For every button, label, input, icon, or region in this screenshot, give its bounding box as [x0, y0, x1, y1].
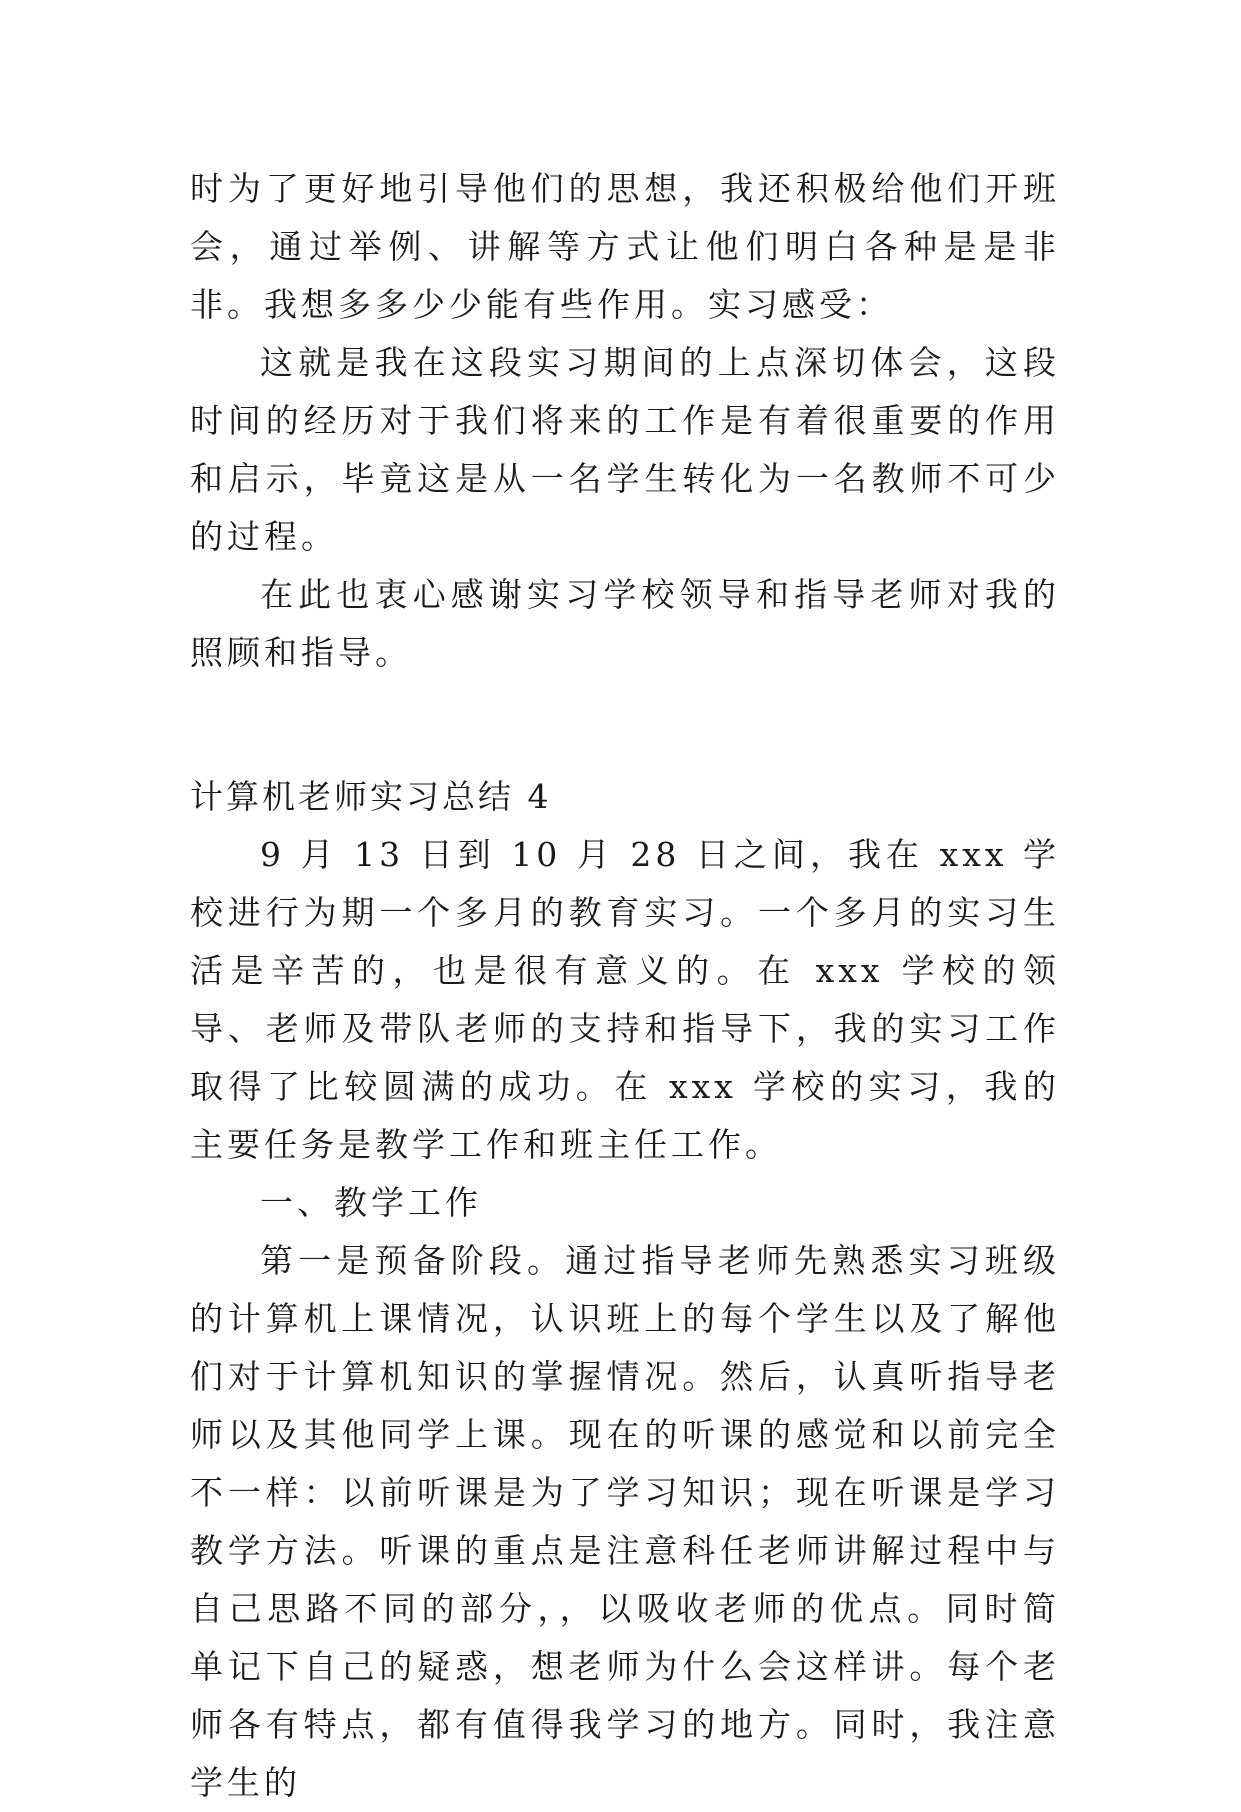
section-heading: 计算机老师实习总结 4	[190, 777, 552, 816]
document-body	[190, 160, 1060, 1812]
reflection-paragraph: 这就是我在这段实习期间的上点深切体会，这段时间的经历对于我们将来的工作是有着很重要的作用和启示，毕竟这是从一名学生转化为一名教师不可少的过程。	[190, 343, 1060, 556]
teaching-work-subheading: 一、教学工作	[260, 1183, 482, 1222]
preparation-stage-paragraph: 第一是预备阶段。通过指导老师先熟悉实习班级的计算机上课情况，认识班上的每个学生以及了解他们对于计算机知识的掌握情况。然后，认真听指导老师以及其他同学上课。现在的听课的感觉和以前完全不一样：以前听课是为了学习知识；现在听课是学习教学方法。听课的重点是注意科任老师讲解过程中与自己思路不同的部分，，以吸收老师的优点。同时简单记下自己的疑惑，想老师为什么会这样讲。每个老师各有特点，都有值得我学习的地方。同时，我注意学生的	[190, 1241, 1060, 1802]
internship-intro-paragraph: 9 月 13 日到 10 月 28 日之间，我在 xxx 学校进行为期一个多月的教育实习。一个多月的实习生活是辛苦的，也是很有意义的。在 xxx 学校的领导、老师及带队老师的支持和指导下，我的实习工作取得了比较圆满的成功。在 xxx 学校的实习，我的主要任务是教学工作和班主任工作。	[190, 835, 1060, 1164]
continued-paragraph: 时为了更好地引导他们的思想，我还积极给他们开班会，通过举例、讲解等方式让他们明白各种是是非非。我想多多少少能有些作用。实习感受：	[190, 169, 1060, 324]
thanks-paragraph: 在此也衷心感谢实习学校领导和指导老师对我的照顾和指导。	[190, 575, 1060, 672]
